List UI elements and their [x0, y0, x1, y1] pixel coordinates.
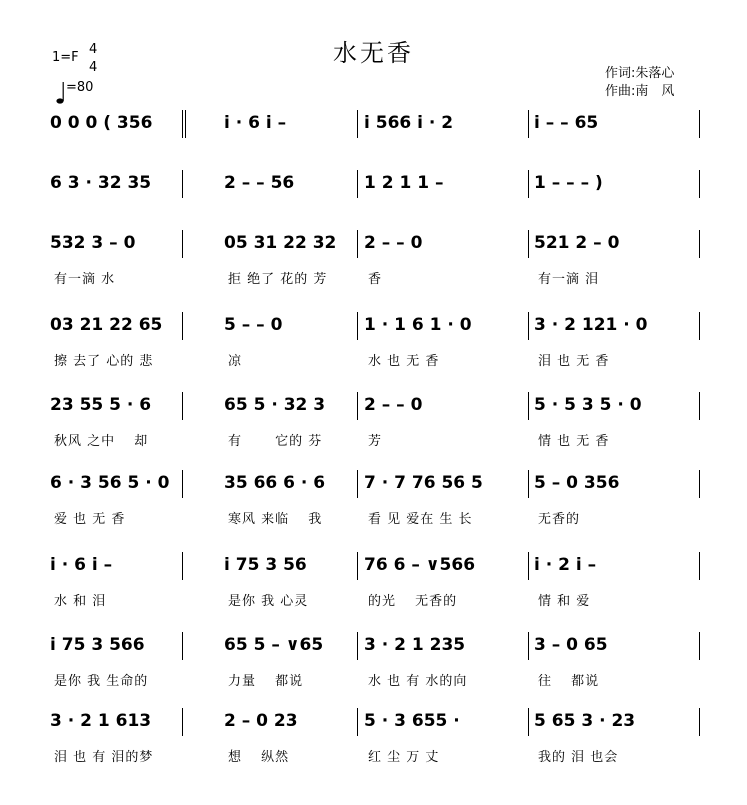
barline [182, 230, 183, 258]
lyric-text: 泪 也 无 香 [538, 354, 610, 369]
lyric-line [44, 746, 700, 764]
lyric-text: 有 它的 芬 [228, 434, 323, 449]
measure-notes: 76 6 – ∨566 [364, 555, 476, 575]
measure-notes: i 75 3 566 [50, 635, 145, 655]
lyric-text: 的光 无香的 [368, 594, 458, 609]
barline [357, 552, 358, 580]
lyric-line [44, 148, 700, 166]
measure-notes: 1 2 1 1 – [364, 173, 444, 193]
lyric-text: 是你 我 心灵 [228, 594, 309, 609]
measure-notes: 3 · 2 1 613 [50, 711, 152, 731]
barline [357, 632, 358, 660]
lyric-text: 擦 去了 心的 悲 [54, 354, 154, 369]
measure-notes: 03 21 22 65 [50, 315, 163, 335]
time-signature-top: 4 [89, 42, 98, 57]
lyricist-credit: 作词:朱落心 [605, 66, 675, 81]
barline [182, 708, 183, 736]
measure-notes: 23 55 5 · 6 [50, 395, 152, 415]
measure-notes: 2 – 0 23 [224, 711, 298, 731]
barline [182, 632, 183, 660]
barline [528, 312, 529, 340]
barline [699, 552, 700, 580]
barline [699, 110, 700, 138]
staff-line [44, 110, 700, 136]
barline [182, 552, 183, 580]
measure-notes: i · 6 i – [224, 113, 287, 133]
staff-line [44, 230, 700, 256]
lyric-line [44, 208, 700, 226]
staff-line [44, 470, 700, 496]
lyric-text: 我的 泪 也会 [538, 750, 619, 765]
measure-notes: 5 65 3 · 23 [534, 711, 636, 731]
barline [528, 230, 529, 258]
barline [699, 470, 700, 498]
lyric-text: 水 也 有 水的向 [368, 674, 468, 689]
measure-notes: 3 – 0 65 [534, 635, 608, 655]
barline [182, 312, 183, 340]
lyric-line [44, 268, 700, 286]
staff-line [44, 170, 700, 196]
barline [357, 470, 358, 498]
lyric-text: 往 都说 [538, 674, 600, 689]
lyric-text: 力量 都说 [228, 674, 304, 689]
composer-credit: 作曲:南 风 [605, 84, 675, 99]
measure-notes: 7 · 7 76 56 5 [364, 473, 483, 493]
song-title: 水无香 [333, 39, 414, 67]
repeat-barline [185, 110, 186, 138]
lyric-text: 拒 绝了 花的 芳 [228, 272, 328, 287]
measure-notes: i · 6 i – [50, 555, 113, 575]
barline [357, 230, 358, 258]
barline [182, 170, 183, 198]
measure-notes: 6 3 · 32 35 [50, 173, 152, 193]
lyric-text: 芳 [368, 434, 383, 449]
lyric-text: 水 也 无 香 [368, 354, 440, 369]
lyric-text: 有一滴 水 [54, 272, 116, 287]
measure-notes: 2 – – 0 [364, 395, 423, 415]
measure-notes: 6 · 3 56 5 · 0 [50, 473, 170, 493]
measure-notes: 1 · 1 6 1 · 0 [364, 315, 472, 335]
key-signature: 1=F [52, 50, 79, 65]
tempo-marking: =80 [66, 80, 94, 95]
measure-notes: 05 31 22 32 [224, 233, 337, 253]
barline [182, 470, 183, 498]
measure-notes: i · 2 i – [534, 555, 597, 575]
lyric-text: 凉 [228, 354, 243, 369]
measure-notes: 5 – – 0 [224, 315, 283, 335]
barline [699, 312, 700, 340]
barline [357, 392, 358, 420]
lyric-text: 水 和 泪 [54, 594, 107, 609]
lyric-text: 香 [368, 272, 383, 287]
lyric-text: 想 纵然 [228, 750, 290, 765]
staff-line [44, 708, 700, 734]
measure-notes: 5 · 5 3 5 · 0 [534, 395, 642, 415]
lyric-line [44, 670, 700, 688]
barline [182, 392, 183, 420]
measure-notes: i 75 3 56 [224, 555, 307, 575]
barline [528, 708, 529, 736]
measure-notes: 0 0 0 ( 356 [50, 113, 153, 133]
lyric-text: 看 见 爱在 生 长 [368, 512, 473, 527]
measure-notes: 521 2 – 0 [534, 233, 620, 253]
measure-notes: i – – 65 [534, 113, 599, 133]
measure-notes: 65 5 – ∨65 [224, 635, 324, 655]
measure-notes: 5 · 3 655 · [364, 711, 460, 731]
lyric-line [44, 350, 700, 368]
lyric-line [44, 590, 700, 608]
measure-notes: i 566 i · 2 [364, 113, 454, 133]
lyric-text: 爱 也 无 香 [54, 512, 126, 527]
barline [357, 312, 358, 340]
barline [528, 470, 529, 498]
staff-line [44, 632, 700, 658]
measure-notes: 1 – – – ) [534, 173, 603, 193]
measure-notes: 65 5 · 32 3 [224, 395, 326, 415]
lyric-text: 秋风 之中 却 [54, 434, 149, 449]
lyric-line [44, 430, 700, 448]
barline [528, 110, 529, 138]
measure-notes: 35 66 6 · 6 [224, 473, 326, 493]
barline [528, 552, 529, 580]
barline [699, 632, 700, 660]
barline [182, 110, 183, 138]
lyric-text: 是你 我 生命的 [54, 674, 149, 689]
lyric-text: 情 也 无 香 [538, 434, 610, 449]
barline [528, 392, 529, 420]
barline [357, 708, 358, 736]
measure-notes: 3 · 2 1 235 [364, 635, 466, 655]
barline [528, 170, 529, 198]
staff-line [44, 312, 700, 338]
measure-notes: 532 3 – 0 [50, 233, 136, 253]
barline [699, 230, 700, 258]
barline [699, 708, 700, 736]
measure-notes: 3 · 2 121 · 0 [534, 315, 648, 335]
staff-line [44, 392, 700, 418]
lyric-text: 红 尘 万 丈 [368, 750, 440, 765]
measure-notes: 5 – 0 356 [534, 473, 620, 493]
barline [699, 170, 700, 198]
measure-notes: 2 – – 56 [224, 173, 295, 193]
lyric-line [44, 508, 700, 526]
measure-notes: 2 – – 0 [364, 233, 423, 253]
staff-line [44, 552, 700, 578]
lyric-text: 寒风 来临 我 [228, 512, 323, 527]
barline [699, 392, 700, 420]
time-signature-bottom: 4 [89, 60, 98, 75]
barline [528, 632, 529, 660]
lyric-text: 泪 也 有 泪的梦 [54, 750, 154, 765]
barline [357, 170, 358, 198]
lyric-text: 情 和 爱 [538, 594, 591, 609]
lyric-text: 有一滴 泪 [538, 272, 600, 287]
lyric-text: 无香的 [538, 512, 581, 527]
barline [357, 110, 358, 138]
